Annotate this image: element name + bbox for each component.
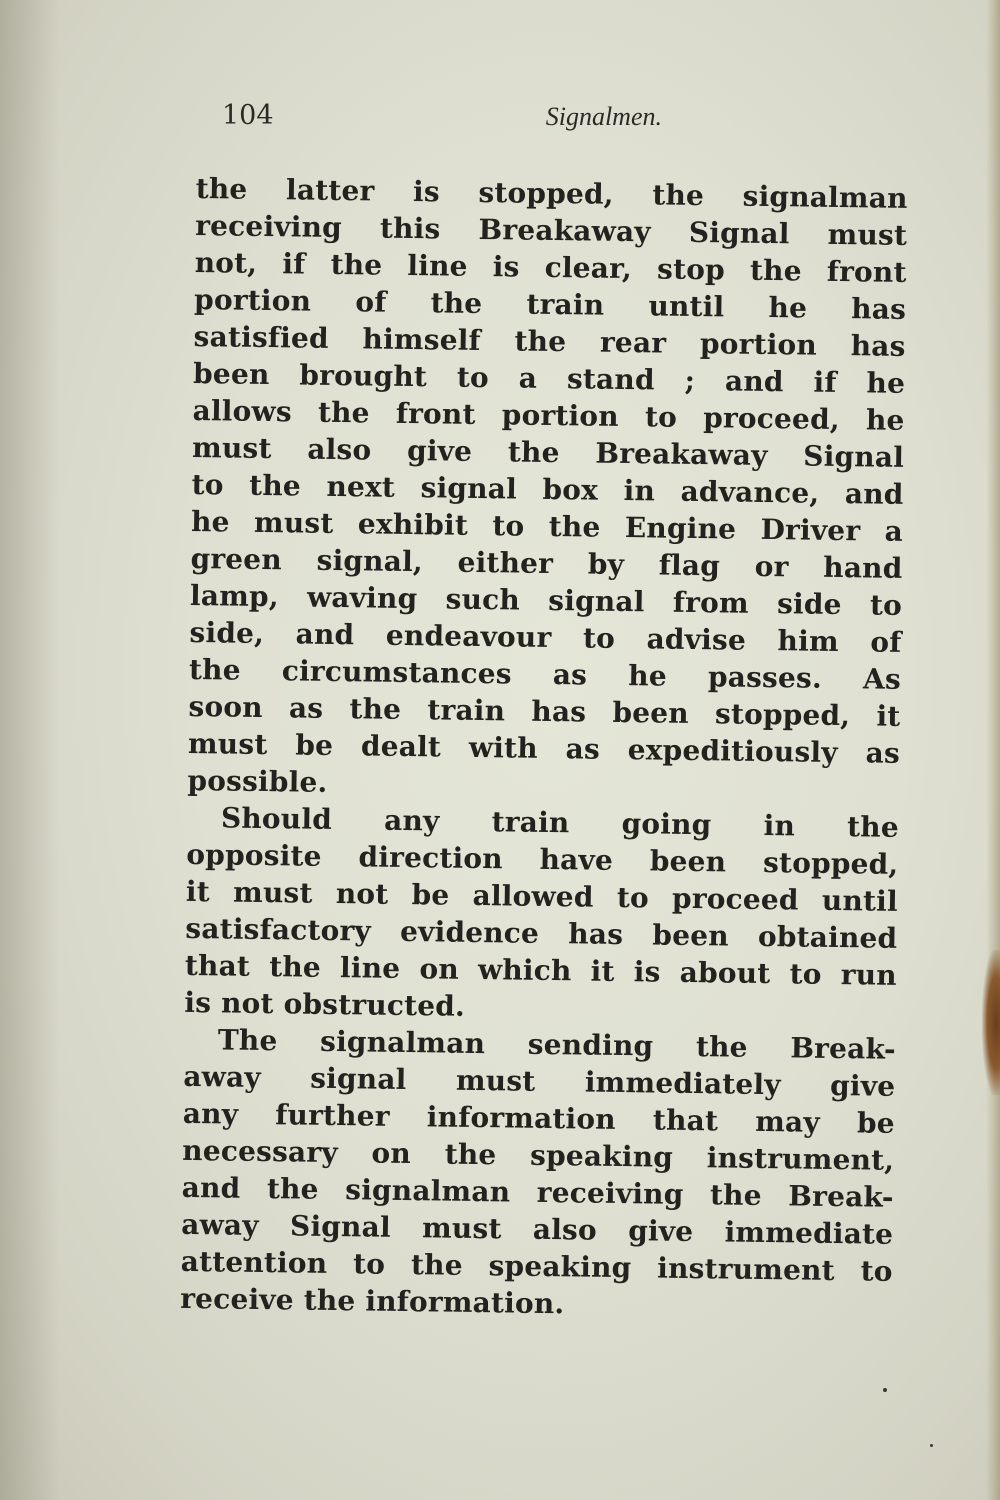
text-line: is not obstructed. [184, 985, 466, 1023]
text-line: that the line on which it is about to run [184, 948, 898, 992]
text-line: necessary on the speaking instrument, [182, 1133, 895, 1177]
text-line: been brought to a stand ; and if he [192, 356, 906, 400]
text-line: the circumstances as he passes. As [188, 652, 902, 696]
text-line: lamp, waving such signal from side to [189, 578, 903, 622]
text-line: receive the information. [180, 1281, 565, 1321]
text-line: satisfactory evidence has been obtained [185, 911, 898, 955]
body-text [179, 170, 916, 1380]
text-line: receiving this Breakaway Signal must [194, 208, 908, 252]
text-line: away Signal must also give immediate [181, 1207, 894, 1251]
text-line: to the next signal box in advance, and [191, 467, 904, 511]
text-line: and the signalman receiving the Break- [181, 1170, 894, 1214]
edge-stain [982, 950, 1000, 1095]
ink-speck [930, 1444, 933, 1447]
text-line: allows the front portion to proceed, he [192, 393, 905, 437]
text-line: it must not be allowed to proceed until [185, 874, 899, 918]
text-line: possible. [187, 763, 328, 799]
text-line: away signal must immediately give [183, 1059, 896, 1103]
text-line: soon as the train has been stopped, it [188, 689, 901, 733]
text-line: the latter is stopped, the signalman [195, 171, 908, 215]
text-line: satisfied himself the rear portion has [193, 319, 906, 363]
text-line: green signal, either by flag or hand [190, 541, 903, 585]
text-line: The signalman sending the Break- [217, 1023, 897, 1066]
text-line: must also give the Breakaway Signal [191, 430, 905, 474]
text-line: portion of the train until he has [193, 282, 907, 326]
page-edge [986, 0, 1000, 1500]
ink-speck [883, 1388, 887, 1392]
text-line: opposite direction have been stopped, [186, 837, 899, 881]
running-head [222, 100, 662, 140]
text-line: Should any train going in the [220, 801, 900, 844]
text-line: he must exhibit to the Engine Driver a [190, 504, 904, 548]
binding-shadow [0, 0, 60, 1500]
text-line: attention to the speaking instrument to [180, 1244, 893, 1288]
page-number: 104 [222, 100, 274, 131]
text-line: not, if the line is clear, stop the front [194, 245, 907, 289]
text-line: side, and endeavour to advise him of [189, 615, 902, 659]
running-title: Signalmen. [545, 102, 662, 131]
text-line: must be dealt with as expeditiously as [187, 726, 901, 770]
text-line: any further information that may be [182, 1096, 895, 1140]
